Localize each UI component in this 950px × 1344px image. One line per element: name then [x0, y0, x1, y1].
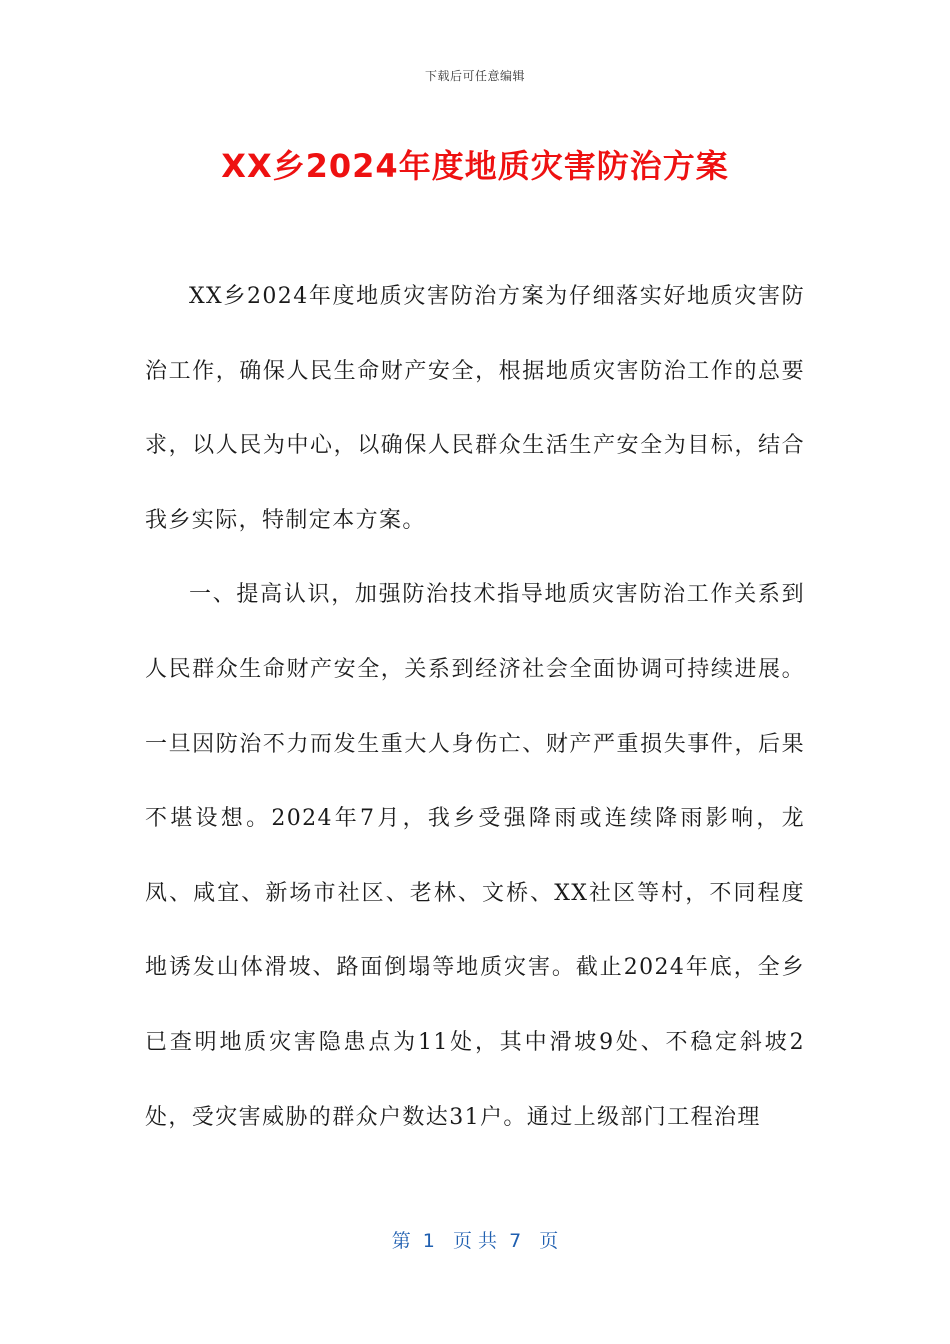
header-note: 下载后可任意编辑 — [424, 69, 525, 83]
document-title: XX乡2024年度地质灾害防治方案 — [221, 147, 729, 185]
body-paragraph-1: XX乡2024年度地质灾害防治方案为仔细落实好地质灾害防治工作，确保人民生命财产安全，根据地质灾害防治工作的总要求，以人民为中心，以确保人民群众生活生产安全为目标，结合我乡实际，特制定本方案。 — [145, 284, 805, 533]
document-body — [145, 260, 805, 1155]
page-number-footer: 第 1 页 共 7 页 — [391, 1230, 559, 1252]
body-paragraph-2: 一、提高认识，加强防治技术指导地质灾害防治工作关系到人民群众生命财产安全，关系到经济社会全面协调可持续进展。一旦因防治不力而发生重大人身伤亡、财产严重损失事件，后果不堪设想。2024年7月，我乡受强降雨或连续降雨影响，龙凤、咸宜、新场市社区、老林、文桥、XX社区等村，不同程度地诱发山体滑坡、路面倒塌等地质灾害。截止2024年底，全乡已查明地质灾害隐患点为11处，其中滑坡9处、不稳定斜坡2处，受灾害威胁的群众户数达31户。通过上级部门工程治理 — [145, 582, 805, 1130]
